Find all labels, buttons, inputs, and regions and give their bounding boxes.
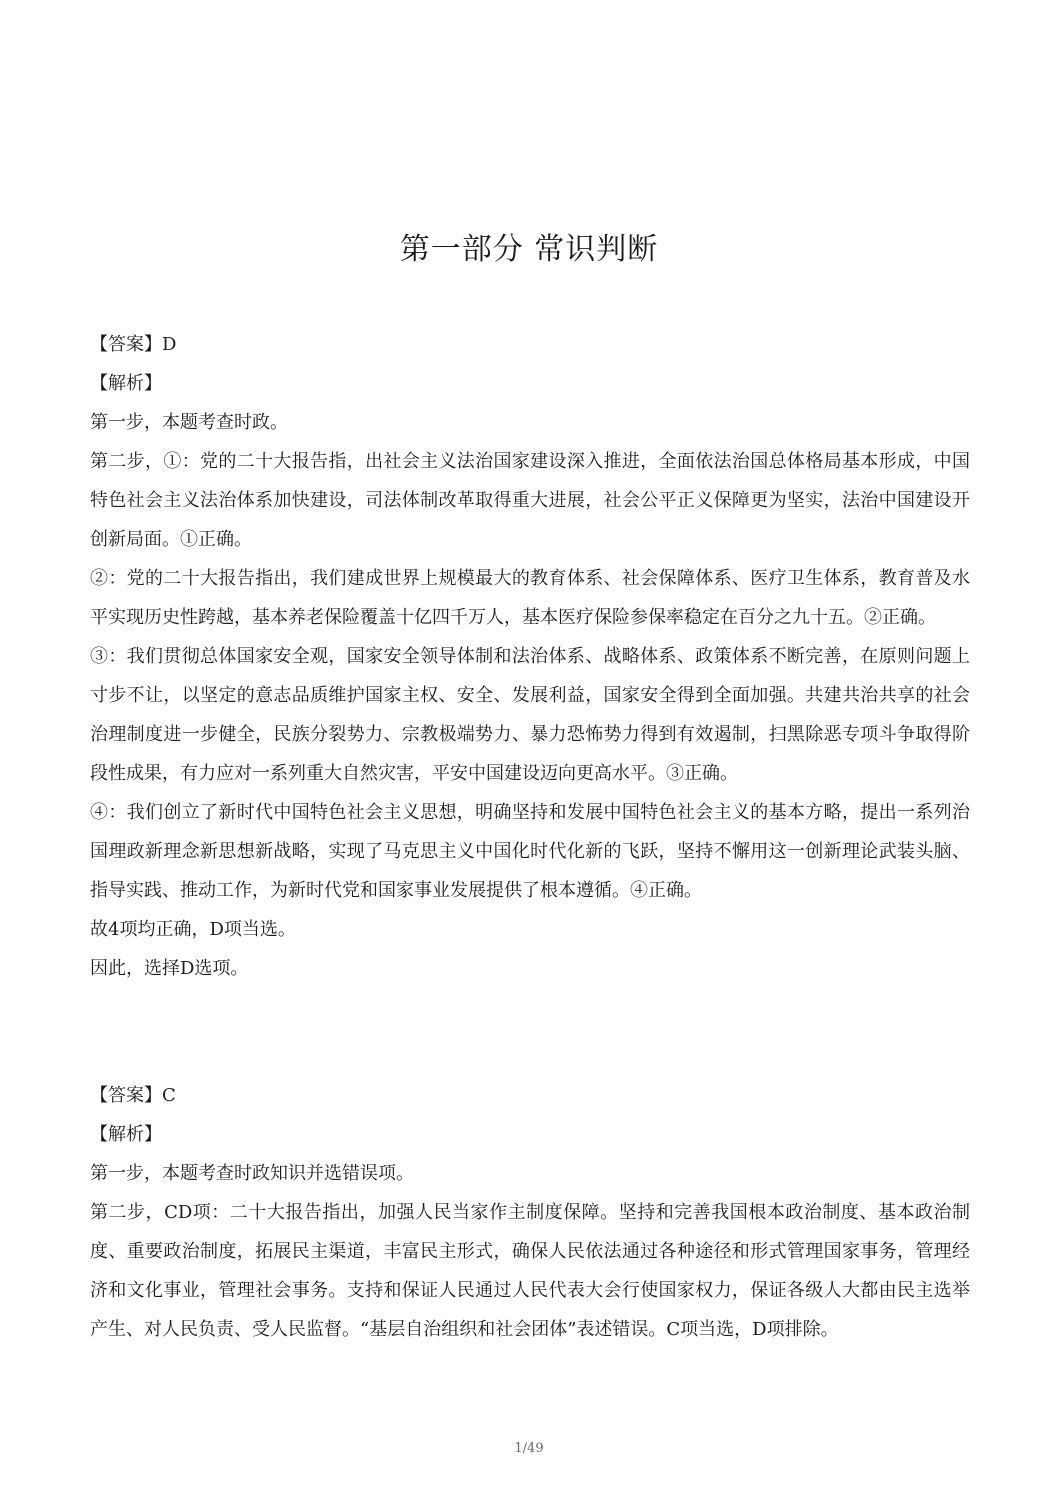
analysis-paragraph: 第二步，①：党的二十大报告指，出社会主义法治国家建设深入推进，全面依法治国总体格局基本形成，中国特色社会主义法治体系加快建设，司法体制改革取得重大进展，社会公平正义保障更为坚实，法治中国建设开创新局面。①正确。 bbox=[90, 451, 970, 550]
analysis-paragraph: 第一步，本题考查时政。 bbox=[90, 412, 288, 433]
analysis-paragraph: 因此，选择D选项。 bbox=[90, 958, 249, 979]
answer-label: 【答案】D bbox=[90, 334, 177, 355]
analysis-paragraph: 第二步，CD项：二十大报告指出，加强人民当家作主制度保障。坚持和完善我国根本政治制度、基本政治制度、重要政治制度，拓展民主渠道，丰富民主形式，确保人民依法通过各种途径和形式管理国家事务，管理经济和文化事业，管理社会事务。支持和保证人民通过人民代表大会行使国家权力，保证各级人大都由民主选举产生、对人民负责、受人民监督。“基层自治组织和社会团体”表述错误。C项当选，D项排除。 bbox=[90, 1202, 970, 1340]
analysis-paragraph: 第一步，本题考查时政知识并选错误项。 bbox=[90, 1163, 414, 1184]
answer-label: 【答案】C bbox=[90, 1085, 176, 1106]
analysis-paragraph: 故4项均正确，D项当选。 bbox=[90, 919, 296, 940]
analysis-label: 【解析】 bbox=[90, 373, 162, 394]
analysis-paragraph: ②：党的二十大报告指出，我们建成世界上规模最大的教育体系、社会保障体系、医疗卫生体系，教育普及水平实现历史性跨越，基本养老保险覆盖十亿四千万人，基本医疗保险参保率稳定在百分之九十五。②正确。 bbox=[90, 568, 970, 628]
page-number: 1/49 bbox=[514, 1441, 544, 1456]
answer-block-2 bbox=[90, 1076, 970, 1349]
page-title: 第一部分 常识判断 bbox=[399, 232, 659, 267]
answer-block-1 bbox=[90, 325, 970, 988]
analysis-paragraph: ③：我们贯彻总体国家安全观，国家安全领导体制和法治体系、战略体系、政策体系不断完善，在原则问题上寸步不让，以坚定的意志品质维护国家主权、安全、发展利益，国家安全得到全面加强。共建共治共享的社会治理制度进一步健全，民族分裂势力、宗教极端势力、暴力恐怖势力得到有效遏制，扫黑除恶专项斗争取得阶段性成果，有力应对一系列重大自然灾害，平安中国建设迈向更高水平。③正确。 bbox=[90, 646, 970, 784]
analysis-paragraph: ④：我们创立了新时代中国特色社会主义思想，明确坚持和发展中国特色社会主义的基本方略，提出一系列治国理政新理念新思想新战略，实现了马克思主义中国化时代化新的飞跃，坚持不懈用这一创新理论武装头脑、指导实践、推动工作，为新时代党和国家事业发展提供了根本遵循。④正确。 bbox=[90, 802, 970, 901]
analysis-label: 【解析】 bbox=[90, 1124, 162, 1145]
